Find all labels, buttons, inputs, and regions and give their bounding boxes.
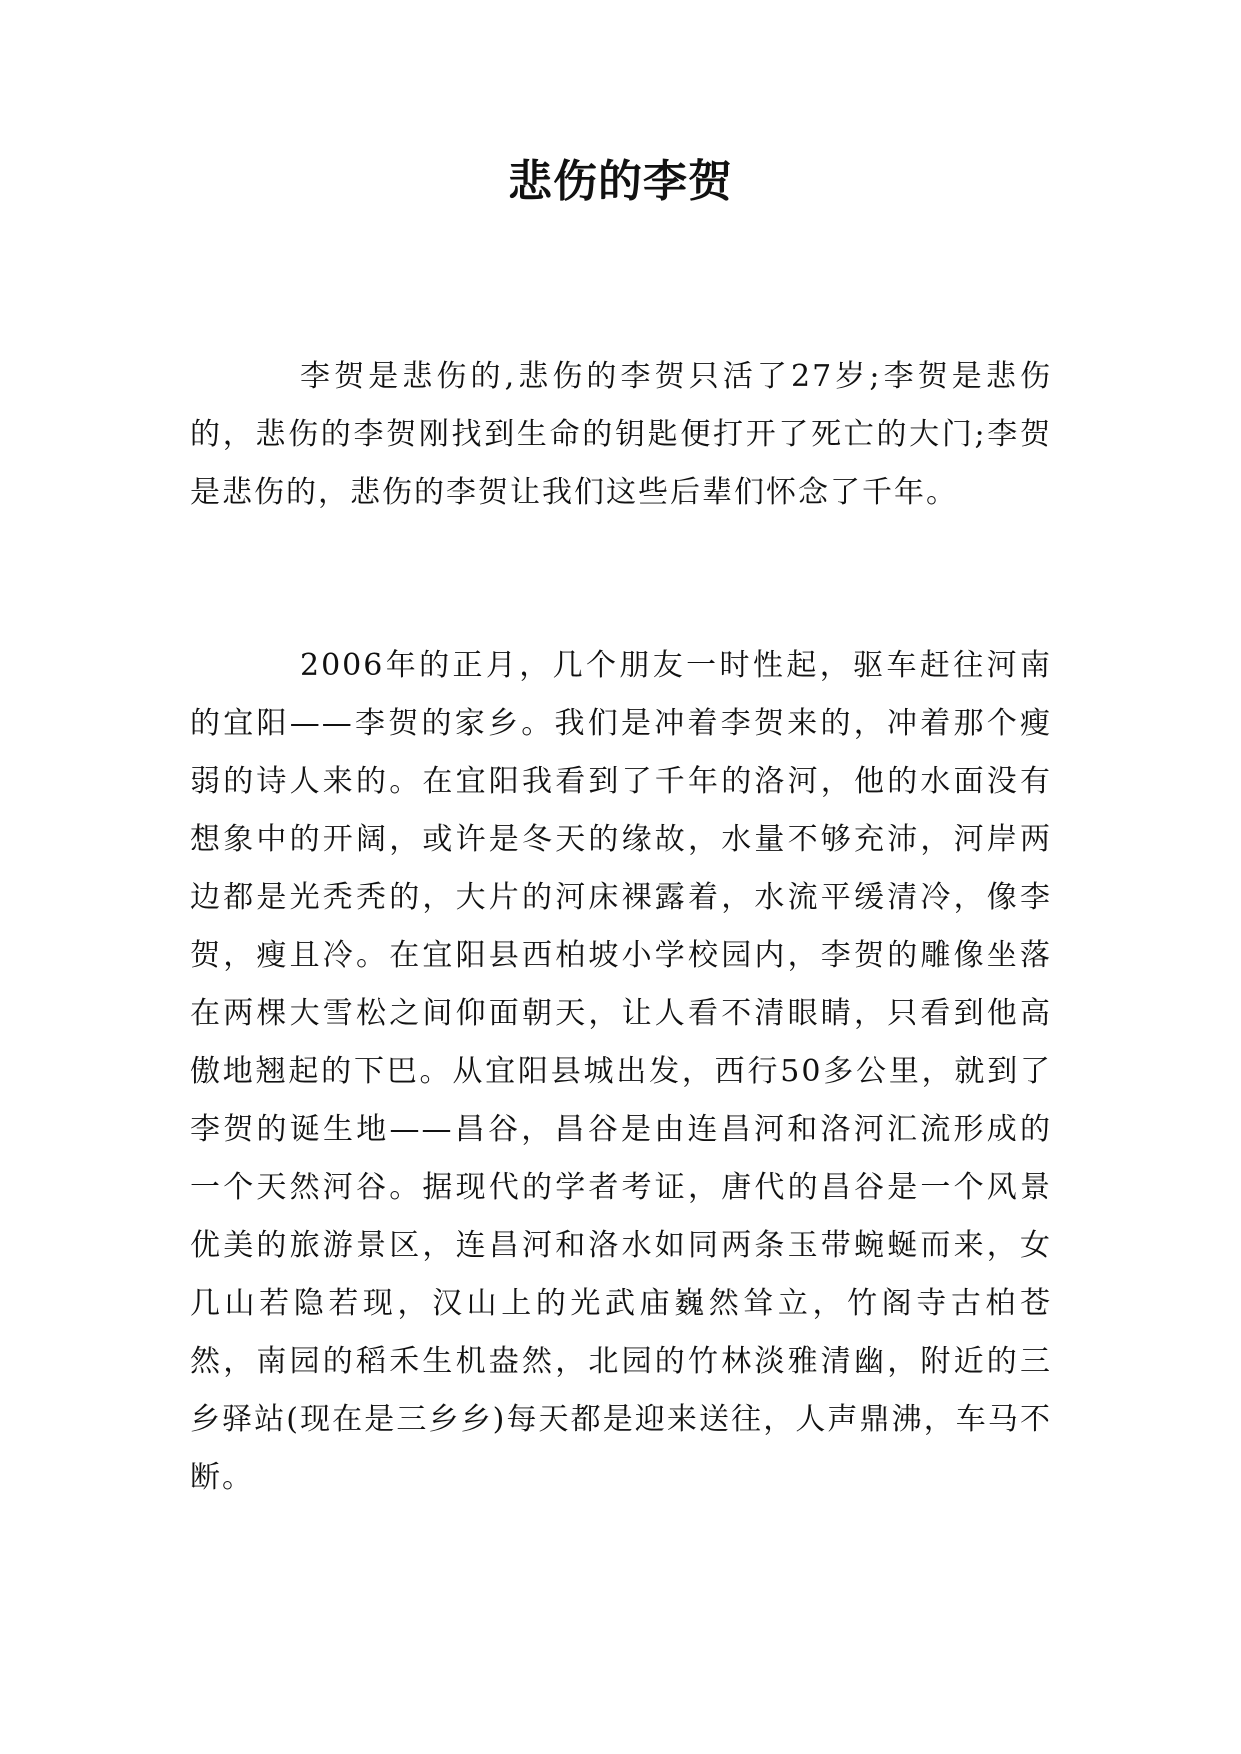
paragraph-2: 2006年的正月，几个朋友一时性起，驱车赶往河南的宜阳——李贺的家乡。我们是冲着李贺来的，冲着那个瘦弱的诗人来的。在宜阳我看到了千年的洛河，他的水面没有想象中的开阔，或许是冬天的缘故，水量不够充沛，河岸两边都是光秃秃的，大片的河床裸露着，水流平缓清冷，像李贺，瘦且冷。在宜阳县西柏坡小学校园内，李贺的雕像坐落在两棵大雪松之间仰面朝天，让人看不清眼睛，只看到他高傲地翘起的下巴。从宜阳县城出发，西行50多公里，就到了李贺的诞生地——昌谷，昌谷是由连昌河和洛河汇流形成的一个天然河谷。据现代的学者考证，唐代的昌谷是一个风景优美的旅游景区，连昌河和洛水如同两条玉带蜿蜒而来，女几山若隐若现，汉山上的光武庙巍然耸立，竹阁寺古柏苍然，南园的稻禾生机盎然，北园的竹林淡雅清幽，附近的三乡驿站(现在是三乡乡)每天都是迎来送往，人声鼎沸，车马不断。 <box>190 648 1052 1495</box>
paragraph-1: 李贺是悲伤的,悲伤的李贺只活了27岁;李贺是悲伤的，悲伤的李贺刚找到生命的钥匙便打开了死亡的大门;李贺是悲伤的，悲伤的李贺让我们这些后辈们怀念了千年。 <box>190 359 1052 510</box>
page-title: 悲伤的李贺 <box>508 156 733 207</box>
